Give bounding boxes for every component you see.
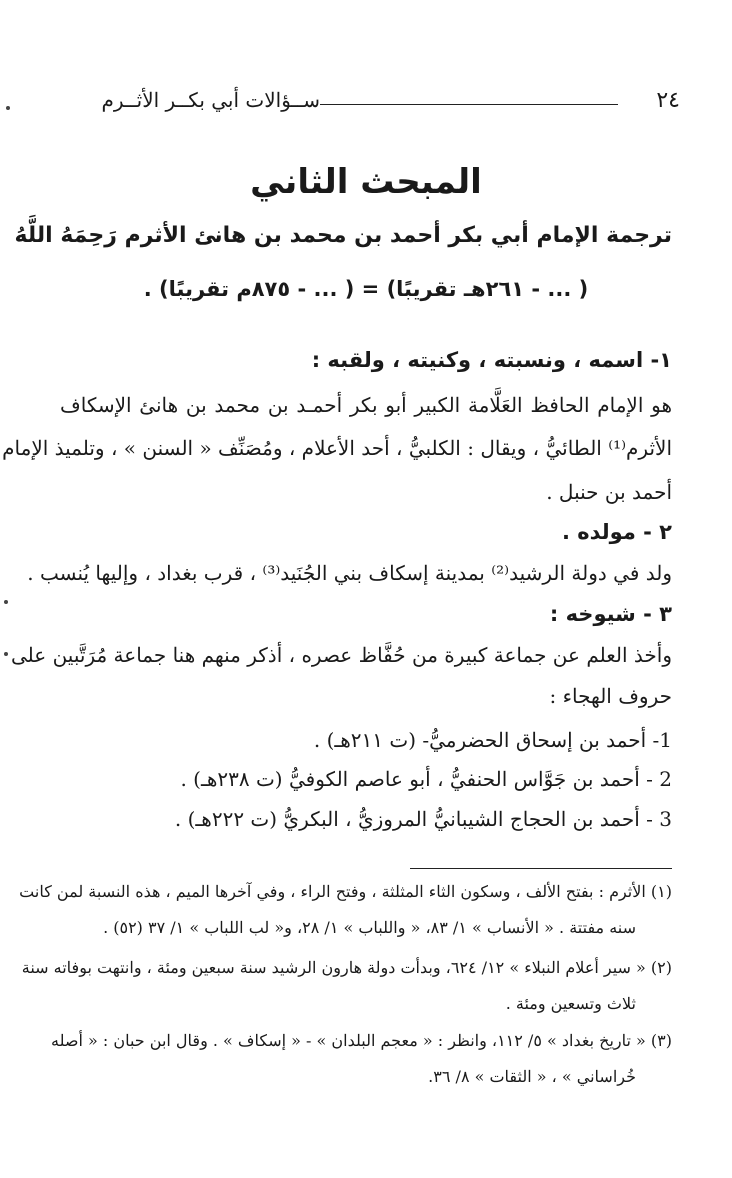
list-item: 3 - أحمد بن الحجاج الشيبانيُّ المروزيُّ ، البكريُّ (ت ٢٢٢هـ) . [174, 807, 672, 831]
body-line: أحمد بن حنبل . [546, 480, 672, 504]
scan-mark [4, 600, 8, 604]
body-line: الأثرم⁽¹⁾ الطائيُّ ، ويقال : الكلبيُّ ، أحد الأعلام ، ومُصَنِّف « السنن » ، وتلميذ الإمام [2, 436, 672, 460]
footnote-line: (١) الأثرم : بفتح الألف ، وسكون الثاء المثلثة ، وفتح الراء ، وفي آخرها الميم ، هذه النسبة لمن كانت [19, 882, 672, 901]
header-rule [320, 104, 618, 105]
footnote-rule [410, 868, 672, 869]
scan-mark [4, 652, 8, 656]
body-line: حروف الهجاء : [549, 684, 672, 708]
body-line: هو الإمام الحافظ العَلَّامة الكبير أبو بكر أحمـد بن محمد بن هانئ الإسكاف [60, 393, 672, 417]
list-item: 2 - أحمد بن جَوَّاس الحنفيُّ ، أبو عاصم الكوفيُّ (ت ٢٣٨هـ) . [180, 767, 672, 791]
running-title: ســؤالات أبي بكــر الأثــرم [101, 88, 320, 112]
footnote-line: سنه مفتتة . « الأنساب » ١/ ٨٣، « واللباب » ١/ ٢٨، و« لب اللباب » ١/ ٣٧ (٥٢) . [103, 918, 636, 937]
lifespan-dates: ( ... - ٢٦١هـ تقريبًا) = ( ... - ٨٧٥م تقريبًا) . [143, 277, 589, 301]
scan-mark [6, 106, 10, 110]
body-line: ولد في دولة الرشيد⁽²⁾ بمدينة إسكاف بني الجُنَيد⁽³⁾ ، قرب بغداد ، وإليها يُنسب . [27, 561, 672, 585]
biography-heading: ترجمة الإمام أبي بكر أحمد بن محمد بن هانئ الأثرم رَحِمَهُ اللَّهُ [14, 223, 672, 248]
footnote-line: (٣) « تاريخ بغداد » ٥/ ١١٢، وانظر : « معجم البلدان » - « إسكاف » . وقال ابن حبان : « أصله [50, 1031, 672, 1050]
subheading-birth: ٢ - مولده . [561, 520, 672, 544]
body-line: وأخذ العلم عن جماعة كبيرة من حُفَّاظ عصره ، أذكر منهم هنا جماعة مُرَتَّبين على [11, 643, 672, 667]
list-item: 1- أحمد بن إسحاق الحضرميُّ- (ت ٢١١هـ) . [313, 728, 672, 752]
footnote-line: ثلاث وتسعين ومئة . [505, 994, 636, 1013]
section-title: المبحث الثاني [250, 162, 482, 202]
subheading-teachers: ٣ - شيوخه : [549, 602, 672, 626]
page-number: ٢٤ [656, 88, 680, 113]
footnote-line: خُراساني » ، « الثقات » ٨/ ٣٦. [428, 1067, 636, 1086]
footnote-line: (٢) « سير أعلام النبلاء » ١٢/ ٦٢٤، وبدأت دولة هارون الرشيد سنة سبعين ومئة ، وانتهت بوفاته سنة [21, 958, 672, 977]
subheading-name-lineage: ١- اسمه ، ونسبته ، وكنيته ، ولقبه : [311, 348, 672, 372]
